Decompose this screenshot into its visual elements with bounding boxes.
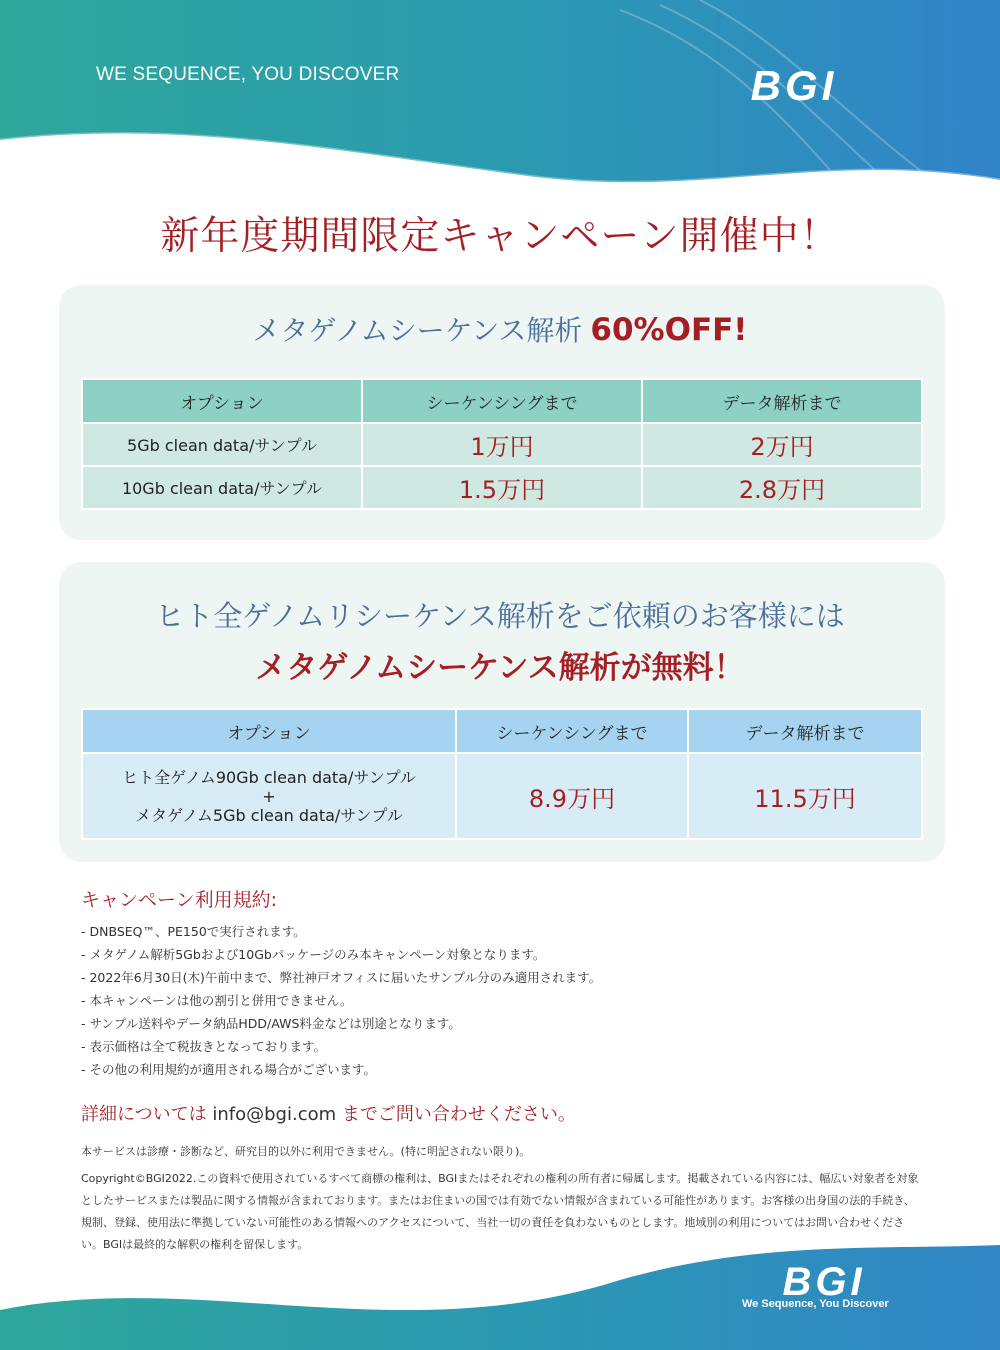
table-header-row [82, 379, 922, 423]
analysis-price: 2.8万円 [642, 466, 922, 509]
bgi-logo-text: BGI [750, 66, 838, 106]
terms-item: - 本キャンペーンは他の割引と併用できません。 [81, 993, 353, 1008]
terms-title: キャンペーン利用規約: [81, 889, 278, 911]
sequencing-price: 1.5万円 [362, 466, 642, 509]
terms-item: - 2022年6月30日(木)午前中まで、弊社神戸オフィスに届いたサンプル分のみ適用されます。 [81, 970, 602, 985]
campaign1-price-table [81, 378, 923, 510]
column-header-sequencing: シーケンシングまで [456, 709, 688, 753]
contact-line [81, 1100, 576, 1126]
terms-item: - DNBSEQ™、PE150で実行されます。 [81, 924, 306, 939]
column-header-sequencing: シーケンシングまで [362, 379, 642, 423]
header-tagline: WE SEQUENCE, YOU DISCOVER [96, 64, 400, 85]
bgi-footer-logo-text: BGI [782, 1262, 866, 1300]
analysis-price: 11.5万円 [688, 753, 922, 839]
column-header-option: オプション [82, 709, 456, 753]
bgi-footer-logo-icon [742, 1262, 906, 1300]
terms-list [81, 920, 601, 1081]
terms-item: - その他の利用規約が適用される場合がございます。 [81, 1062, 376, 1077]
table-row [82, 466, 922, 509]
option-line1: ヒト全ゲノム90Gb clean data/サンプル [122, 767, 416, 787]
campaign2-title-line1: ヒト全ゲノムリシーケンス解析をご依頼のお客様には [155, 599, 845, 633]
sequencing-price: 1万円 [362, 423, 642, 466]
contact-suffix: までご問い合わせください。 [341, 1104, 576, 1125]
usage-note: 本サービスは診療・診断など、研究目的以外に利用できません。(特に明記されない限り)。 [81, 1145, 531, 1158]
contact-email-link[interactable]: info@bgi.com [206, 1104, 342, 1125]
campaign2-price-table [81, 708, 923, 840]
bgi-logo-icon [712, 66, 876, 106]
terms-item: - 表示価格は全て税抜きとなっております。 [81, 1039, 326, 1054]
column-header-analysis: データ解析まで [688, 709, 922, 753]
copyright-text: Copyright©BGI2022.この資料で使用されているすべて商標の権利は、BGIまたはそれぞれの権利の所有者に帰属します。掲載されている内容には、幅広い対象者を対象としたサービスまたは製品に関する情報が含まれております。またはお住まいの国では有効でない情報が含まれている可能性があります。お客様の出身国の法的手続き、規制、登録、使用法に準拠していない可能性のある情報へのアクセスについて、当社一切の責任を負わないものとします。地域別の利用についてはお問い合わせください。BGIは最終的な解釈の権利を留保します。 [81, 1172, 919, 1251]
table-row [82, 753, 922, 839]
terms-item: - メタゲノム解析5Gbおよび10Gbパッケージのみ本キャンペーン対象となります。 [81, 947, 546, 962]
page-title: 新年度期間限定キャンペーン開催中！ [160, 214, 840, 259]
option-cell: 5Gb clean data/サンプル [82, 423, 362, 466]
terms-item: - サンプル送料やデータ納品HDD/AWS料金などは別途となります。 [81, 1016, 461, 1031]
column-header-option: オプション [82, 379, 362, 423]
campaign1-title [0, 309, 1000, 349]
table-row [82, 423, 922, 466]
contact-prefix: 詳細については [81, 1104, 207, 1125]
option-cell: 10Gb clean data/サンプル [82, 466, 362, 509]
option-plus: + [262, 786, 276, 806]
campaign1-service: メタゲノムシーケンス解析 [252, 314, 583, 347]
analysis-price: 2万円 [642, 423, 922, 466]
campaign2-title-line2: メタゲノムシーケンス解析が無料！ [255, 650, 745, 686]
footer-tagline: We Sequence, You Discover [742, 1298, 889, 1310]
table-header-row [82, 709, 922, 753]
option-line2: メタゲノム5Gb clean data/サンプル [135, 805, 403, 825]
option-cell [82, 753, 456, 839]
discount-badge: 60%OFF! [590, 312, 748, 348]
sequencing-price: 8.9万円 [456, 753, 688, 839]
column-header-analysis: データ解析まで [642, 379, 922, 423]
